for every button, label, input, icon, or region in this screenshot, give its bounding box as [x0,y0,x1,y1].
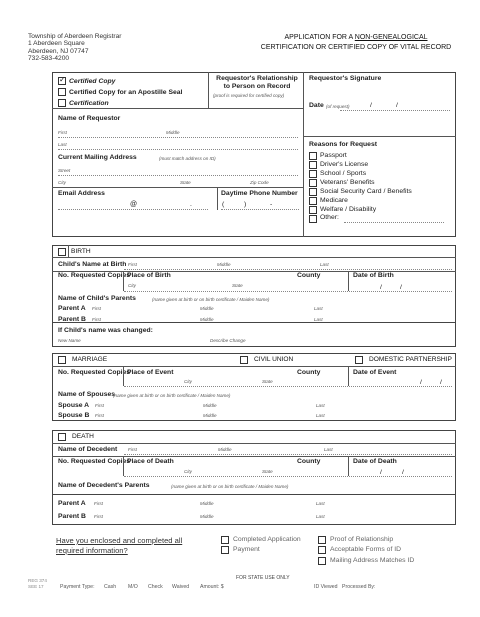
mailing-address-label: Current Mailing Address [58,154,137,161]
date-separator: / [400,284,402,291]
reason-label: Veterans' Benefits [320,179,375,186]
date-separator: / [420,379,422,386]
civil-union-checkbox[interactable] [240,356,248,364]
divider [348,271,349,291]
first-label: First [128,447,137,452]
reason-checkbox[interactable] [309,197,317,205]
first-label: First [92,317,101,322]
place-of-event-label: Place of Event [127,369,174,376]
email-at: @ [130,201,138,208]
childs-name-label: Child's Name at Birth [58,261,127,268]
place-of-birth-line[interactable] [124,291,452,292]
divider [68,245,69,257]
last-label: Last [324,447,333,452]
reason-label: Medicare [320,197,348,204]
last-label: Last [314,317,323,322]
title-underlined: NON-GENEALOGICAL [354,34,428,41]
divider [348,456,349,476]
reason-checkbox[interactable] [309,152,317,160]
parent-a-label: Parent A [58,500,86,507]
last-label: Last [316,413,325,418]
form-id: SEE 17 [28,584,44,589]
last-label: Last [314,306,323,311]
reason-checkbox[interactable] [309,188,317,196]
checklist-item: Mailing Address Matches ID [330,557,415,564]
first-label: First [58,130,67,135]
num-copies-label: No. Requested Copies [58,272,131,279]
middle-label: Middle [200,514,214,519]
checklist-checkbox[interactable] [318,546,326,554]
civil-union-title: CIVIL UNION [254,356,294,363]
childs-name-line[interactable] [124,269,452,270]
apostille-label: Certified Copy for an Apostille Seal [69,89,183,96]
mailing-hint: (must match address on ID) [159,156,216,161]
street-label: Street [58,168,71,173]
reason-label: Welfare / Disability [320,206,377,213]
id-viewed-label: ID Viewed [314,584,338,590]
city-label: City [184,379,192,384]
marriage-title: MARRIAGE [72,356,108,363]
death-title: DEATH [72,433,94,440]
divider [348,366,349,386]
date-of-death-label: Date of Death [353,458,397,465]
state-label: State [262,379,273,384]
date-separator: / [396,102,398,109]
date-of-birth-label: Date of Birth [353,272,394,279]
date-separator: / [380,469,382,476]
last-label: Last [316,501,325,506]
requestor-first-middle-line[interactable] [58,137,298,138]
checklist-item: Payment [233,546,260,553]
spouse-b-label: Spouse B [58,412,90,419]
checklist-item: Proof of Relationship [330,536,394,543]
divider [217,187,218,210]
date-separator: / [370,102,372,109]
email-dot: . [190,201,192,208]
county-label: County [297,369,321,376]
decedent-name-line[interactable] [124,454,452,455]
date-input-line[interactable] [340,110,450,111]
divider [208,72,209,108]
checklist-checkbox[interactable] [318,536,326,544]
certified-copy-checkbox[interactable] [58,77,66,85]
spouses-hint: (name given at birth or on birth certificate / Maiden Name) [113,393,231,398]
phone-close: ) [244,201,247,208]
relationship-hint: (proof is required for certified copy) [213,93,285,98]
parent-a-label: Parent A [58,305,86,312]
date-separator: / [402,469,404,476]
divider [123,271,124,291]
checklist-checkbox[interactable] [221,546,229,554]
reason-label: Driver's License [320,161,369,168]
reason-checkbox[interactable] [309,161,317,169]
first-label: First [95,413,104,418]
reason-label: Passport [320,152,347,159]
name-of-requestor-label: Name of Requestor [58,115,121,122]
num-copies-label: No. Requested Copies [58,369,131,376]
reason-checkbox[interactable] [309,170,317,178]
spouse-a-label: Spouse A [58,402,90,409]
office-line: 1 Aberdeen Square [28,40,85,48]
describe-change-label: Describe Change [210,338,246,343]
first-label: First [95,403,104,408]
phone-open: ( [222,201,225,208]
reasons-label: Reasons for Request [309,141,377,148]
parent-b-label: Parent B [58,316,86,323]
num-copies-label: No. Requested Copies [58,458,131,465]
middle-label: Middle [200,306,214,311]
amount-label: Amount: $ [200,584,224,590]
reason-checkbox[interactable] [309,206,317,214]
checklist-checkbox[interactable] [221,536,229,544]
other-input-line[interactable] [344,222,444,223]
office-line: Aberdeen, NJ 07747 [28,47,89,55]
phone-input-line[interactable] [221,209,299,210]
reason-label: School / Sports [320,170,367,177]
reason-checkbox[interactable] [309,179,317,187]
middle-label: Middle [200,501,214,506]
divider [52,271,456,272]
decedent-parents-label: Name of Decedent's Parents [58,482,150,489]
payment-type-label: Payment Type: [60,584,95,590]
divider [52,108,303,109]
middle-label: Middle [203,413,217,418]
title-prefix: APPLICATION FOR A [284,34,355,41]
signature-label: Requestor's Signature [309,75,382,82]
state-label: State [232,283,243,288]
name-changed-label: If Child's name was changed: [58,327,153,334]
divider [52,456,456,457]
domestic-partnership-title: DOMESTIC PARTNERSHIP [369,356,452,363]
certification-label: Certification [69,100,109,107]
decedent-name-label: Name of Decedent [58,446,118,453]
checklist-item: Completed Application [233,536,301,543]
form-id: REG 374 [28,578,47,583]
divider [52,257,456,258]
last-label: Last [320,262,329,267]
requestor-last-line[interactable] [58,149,298,150]
checklist-question: required information? [56,546,128,555]
check-icon: ✓ [59,75,66,84]
city-label: City [128,283,136,288]
email-label: Email Address [58,190,105,197]
state-label: State [262,469,273,474]
place-of-birth-label: Place of Birth [127,272,171,279]
marriage-section [52,353,456,421]
divider [52,187,303,188]
city-label: City [184,469,192,474]
county-label: County [297,272,321,279]
middle-label: Middle [166,130,180,135]
divider [52,366,456,367]
divider [52,443,456,444]
email-input-line[interactable] [58,209,208,210]
place-of-death-label: Place of Death [127,458,174,465]
middle-label: Middle [218,447,232,452]
checklist-item: Acceptable Forms of ID [330,546,402,553]
divider [123,366,124,386]
place-of-event-line[interactable] [124,386,452,387]
payment-mo: M/O [128,584,138,590]
city-label: City [58,180,66,185]
reason-label: Other: [320,214,339,221]
birth-title: BIRTH [71,248,91,255]
decedent-parents-section [52,495,456,525]
apostille-checkbox[interactable] [58,88,66,96]
marriage-checkbox[interactable] [58,356,66,364]
certification-checkbox[interactable] [58,99,66,107]
reason-checkbox[interactable] [309,215,317,223]
decedent-parents-hint: (name given at birth or on birth certificate / Maiden Name) [171,484,289,489]
form-title [256,33,456,53]
birth-checkbox[interactable] [58,248,66,256]
date-of-event-label: Date of Event [353,369,397,376]
first-label: First [94,501,103,506]
new-name-label: New Name [58,338,81,343]
spouses-label: Name of Spouses [58,391,116,398]
divider [123,456,124,476]
divider [303,136,456,137]
first-label: First [128,262,137,267]
relationship-label: Requestor's Relationship to Person on Record [216,75,298,90]
date-separator: / [440,379,442,386]
processed-by-label: Processed By: [342,584,376,590]
middle-label: Middle [200,317,214,322]
parents-label: Name of Child's Parents [58,295,136,302]
office-line: Township of Aberdeen Registrar [28,33,122,40]
last-label: Last [316,403,325,408]
certified-copy-label: Certified Copy [69,78,116,85]
first-label: First [94,514,103,519]
domestic-partnership-checkbox[interactable] [355,356,363,364]
last-label: Last [58,142,67,147]
date-label: Date [309,102,324,109]
title-line2: CERTIFICATION OR CERTIFIED COPY OF VITAL RECORD [260,44,452,51]
phone-dash: - [270,201,273,208]
divider [303,72,304,237]
date-hint: (of request) [326,104,350,109]
death-checkbox[interactable] [58,433,66,441]
state-label: State [180,180,191,185]
payment-check: Check [148,584,163,590]
state-use-label: FOR STATE USE ONLY [236,575,290,581]
parent-b-label: Parent B [58,513,86,520]
date-separator: / [380,284,382,291]
middle-label: Middle [217,262,231,267]
zip-label: Zip Code [250,180,269,185]
registrar-address [28,33,121,63]
checklist-question: Have you enclosed and completed all [56,536,183,545]
county-label: County [297,458,321,465]
street-line[interactable] [58,175,298,176]
last-label: Last [316,514,325,519]
reason-label: Social Security Card / Benefits [320,188,412,195]
office-line: 732-583-4200 [28,55,70,63]
parents-hint: (name given at birth or on birth certificate / Maiden Name) [152,297,270,302]
place-of-death-line[interactable] [124,476,452,477]
payment-waived: Waived [172,584,190,590]
phone-label: Daytime Phone Number [221,190,298,197]
first-label: First [92,306,101,311]
middle-label: Middle [203,403,217,408]
payment-cash: Cash [104,584,117,590]
checklist-checkbox[interactable] [318,557,326,565]
